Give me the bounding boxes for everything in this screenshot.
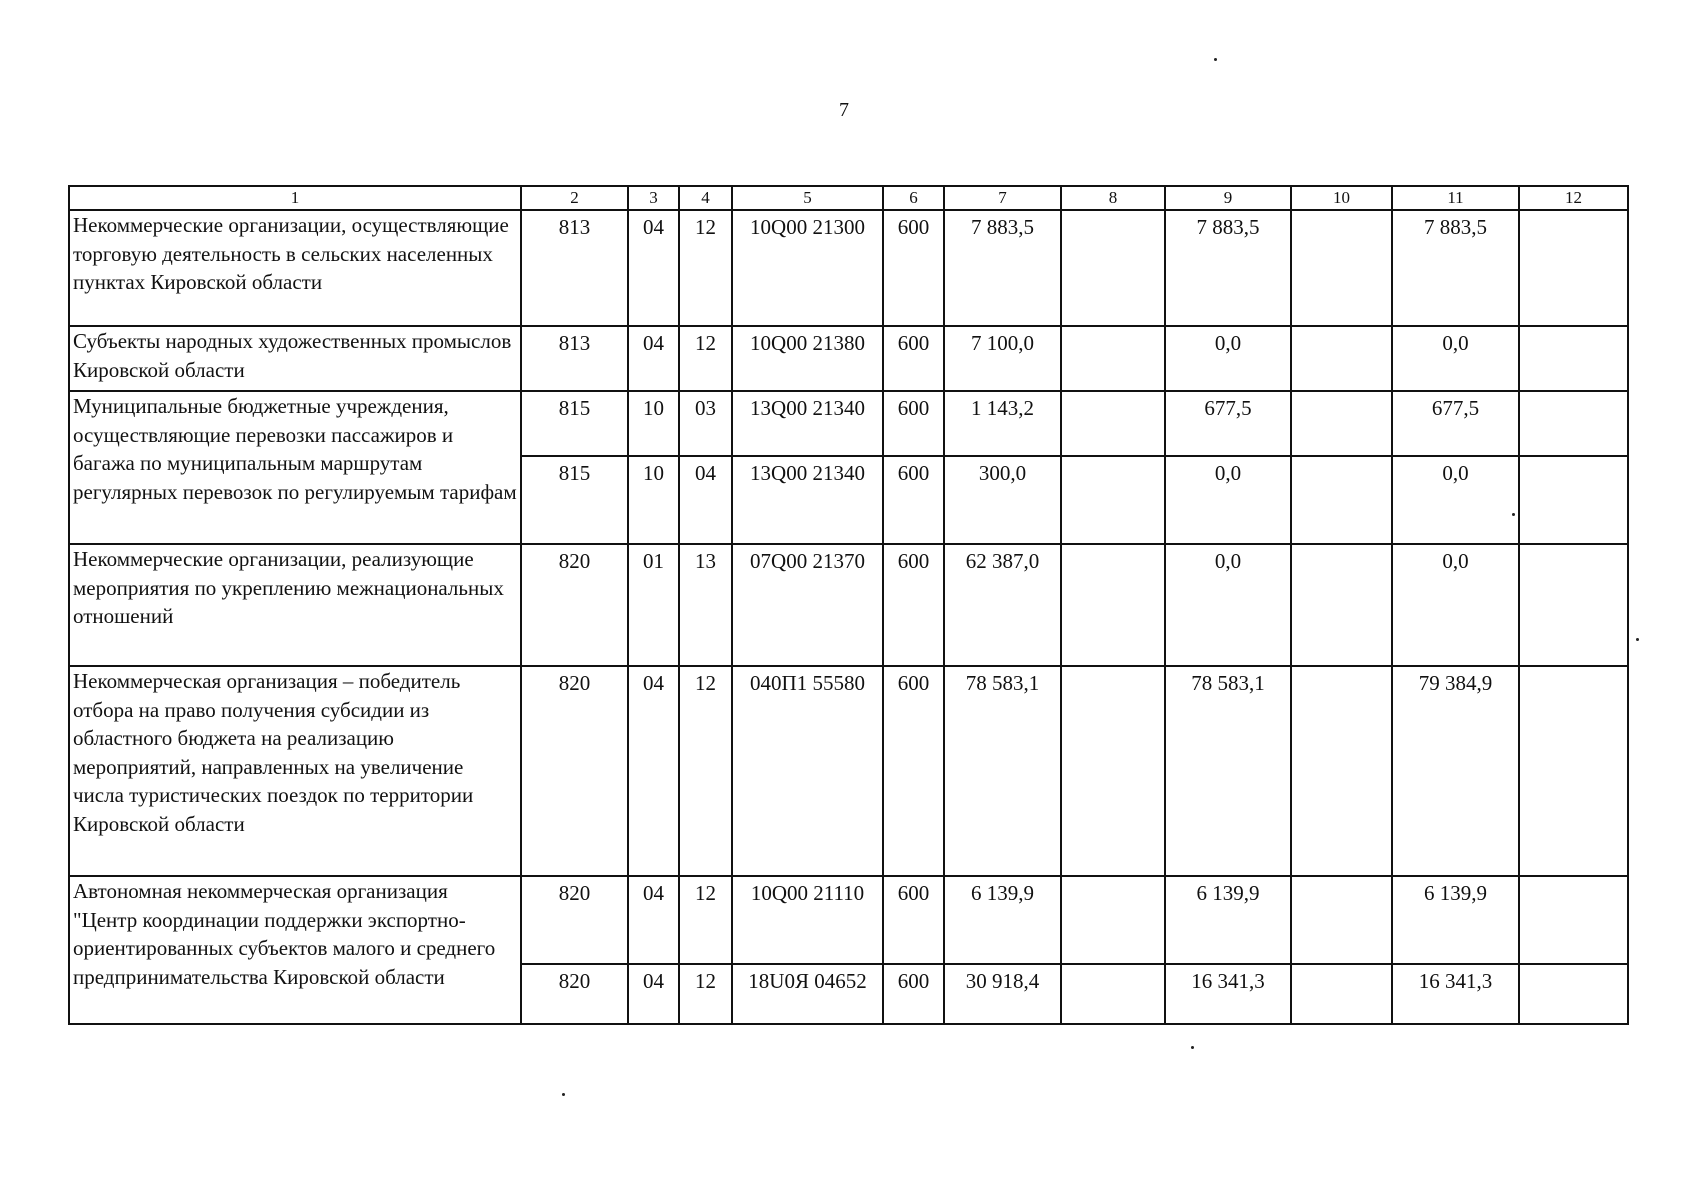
table-cell bbox=[1061, 544, 1165, 666]
column-number-7: 7 bbox=[944, 186, 1061, 210]
scan-speck bbox=[562, 1093, 565, 1096]
table-cell: 16 341,3 bbox=[1392, 964, 1519, 1024]
table-cell bbox=[1061, 666, 1165, 876]
column-number-1: 1 bbox=[69, 186, 521, 210]
table-cell: 10 bbox=[628, 391, 679, 456]
table-cell: 12 bbox=[679, 210, 732, 326]
table-cell bbox=[1291, 210, 1392, 326]
table-cell: 78 583,1 bbox=[1165, 666, 1291, 876]
organization-name: Некоммерческие организации, реализующие мероприятия по укреплению межнациональных отношений bbox=[69, 544, 521, 666]
column-number-8: 8 bbox=[1061, 186, 1165, 210]
scan-speck bbox=[1191, 1046, 1194, 1049]
table-cell bbox=[1061, 210, 1165, 326]
table-cell: 600 bbox=[883, 326, 944, 391]
organization-name: Субъекты народных художественных промыслов Кировской области bbox=[69, 326, 521, 391]
table-cell bbox=[1061, 876, 1165, 964]
table-cell bbox=[1291, 666, 1392, 876]
table-row bbox=[69, 326, 1628, 391]
budget-table bbox=[68, 185, 1629, 1025]
table-cell bbox=[1291, 964, 1392, 1024]
table-cell: 820 bbox=[521, 666, 628, 876]
table-cell: 677,5 bbox=[1392, 391, 1519, 456]
table-cell bbox=[1291, 544, 1392, 666]
table-cell: 600 bbox=[883, 210, 944, 326]
table-cell bbox=[1291, 876, 1392, 964]
table-cell: 13Q00 21340 bbox=[732, 456, 883, 544]
table-cell bbox=[1519, 544, 1628, 666]
table-cell: 03 bbox=[679, 391, 732, 456]
table-cell: 10Q00 21110 bbox=[732, 876, 883, 964]
table-cell: 040П1 55580 bbox=[732, 666, 883, 876]
table-cell: 30 918,4 bbox=[944, 964, 1061, 1024]
table-cell: 04 bbox=[628, 326, 679, 391]
table-cell bbox=[1061, 391, 1165, 456]
scan-speck bbox=[1636, 638, 1639, 641]
table-cell: 12 bbox=[679, 964, 732, 1024]
table-cell: 600 bbox=[883, 456, 944, 544]
table-cell: 04 bbox=[628, 964, 679, 1024]
table-cell: 04 bbox=[628, 210, 679, 326]
table-cell: 7 883,5 bbox=[1392, 210, 1519, 326]
table-cell: 1 143,2 bbox=[944, 391, 1061, 456]
table-cell: 815 bbox=[521, 456, 628, 544]
column-number-2: 2 bbox=[521, 186, 628, 210]
table-cell bbox=[1519, 876, 1628, 964]
table-cell bbox=[1291, 391, 1392, 456]
table-cell: 10Q00 21380 bbox=[732, 326, 883, 391]
table-cell bbox=[1519, 666, 1628, 876]
table-cell: 0,0 bbox=[1165, 544, 1291, 666]
table-cell bbox=[1519, 964, 1628, 1024]
table-cell: 813 bbox=[521, 326, 628, 391]
table-cell: 0,0 bbox=[1165, 326, 1291, 391]
table-cell bbox=[1291, 326, 1392, 391]
column-number-11: 11 bbox=[1392, 186, 1519, 210]
table-cell: 10 bbox=[628, 456, 679, 544]
table-cell bbox=[1519, 210, 1628, 326]
table-cell: 815 bbox=[521, 391, 628, 456]
column-number-3: 3 bbox=[628, 186, 679, 210]
table-cell: 04 bbox=[679, 456, 732, 544]
table-cell: 600 bbox=[883, 666, 944, 876]
table-cell: 820 bbox=[521, 544, 628, 666]
page-number: 7 bbox=[839, 99, 849, 121]
table-cell: 04 bbox=[628, 876, 679, 964]
column-number-6: 6 bbox=[883, 186, 944, 210]
table-cell: 01 bbox=[628, 544, 679, 666]
table-cell: 677,5 bbox=[1165, 391, 1291, 456]
table-cell: 820 bbox=[521, 964, 628, 1024]
table-cell: 07Q00 21370 bbox=[732, 544, 883, 666]
table-cell: 79 384,9 bbox=[1392, 666, 1519, 876]
table-cell: 78 583,1 bbox=[944, 666, 1061, 876]
table-cell: 13 bbox=[679, 544, 732, 666]
column-number-9: 9 bbox=[1165, 186, 1291, 210]
organization-name: Автономная некоммерческая организация "Центр координации поддержки экспортно-ориентированных субъектов малого и среднего предпринимательства Кировской области bbox=[69, 876, 521, 1024]
table-cell: 12 bbox=[679, 876, 732, 964]
organization-name: Некоммерческая организация – победитель отбора на право получения субсидии из областного бюджета на реализацию мероприятий, направленных на увеличение числа туристических поездок по территории Кировской области bbox=[69, 666, 521, 876]
column-number-5: 5 bbox=[732, 186, 883, 210]
table-cell: 600 bbox=[883, 391, 944, 456]
table-cell: 12 bbox=[679, 666, 732, 876]
table-cell: 7 100,0 bbox=[944, 326, 1061, 391]
table-cell: 62 387,0 bbox=[944, 544, 1061, 666]
table-row bbox=[69, 210, 1628, 326]
table-row bbox=[69, 666, 1628, 876]
table-cell bbox=[1061, 456, 1165, 544]
table-cell: 10Q00 21300 bbox=[732, 210, 883, 326]
table-cell bbox=[1519, 391, 1628, 456]
table-cell bbox=[1519, 326, 1628, 391]
organization-name: Некоммерческие организации, осуществляющие торговую деятельность в сельских населенных пунктах Кировской области bbox=[69, 210, 521, 326]
table-cell: 0,0 bbox=[1392, 544, 1519, 666]
table-cell: 600 bbox=[883, 964, 944, 1024]
table-header-row bbox=[69, 186, 1628, 210]
table-cell: 04 bbox=[628, 666, 679, 876]
table-cell bbox=[1061, 964, 1165, 1024]
table-cell: 12 bbox=[679, 326, 732, 391]
table-cell bbox=[1519, 456, 1628, 544]
table-cell: 600 bbox=[883, 876, 944, 964]
table-cell: 0,0 bbox=[1392, 456, 1519, 544]
table-cell: 300,0 bbox=[944, 456, 1061, 544]
table-cell: 16 341,3 bbox=[1165, 964, 1291, 1024]
table-cell: 0,0 bbox=[1392, 326, 1519, 391]
table-cell: 6 139,9 bbox=[1165, 876, 1291, 964]
scan-speck bbox=[1512, 513, 1515, 516]
table-cell bbox=[1061, 326, 1165, 391]
table-cell: 820 bbox=[521, 876, 628, 964]
column-number-10: 10 bbox=[1291, 186, 1392, 210]
table-row bbox=[69, 544, 1628, 666]
table-cell: 6 139,9 bbox=[1392, 876, 1519, 964]
table-cell: 0,0 bbox=[1165, 456, 1291, 544]
table-cell: 600 bbox=[883, 544, 944, 666]
table-cell: 813 bbox=[521, 210, 628, 326]
table-cell: 13Q00 21340 bbox=[732, 391, 883, 456]
table-row bbox=[69, 391, 1628, 456]
column-number-4: 4 bbox=[679, 186, 732, 210]
table-row bbox=[69, 876, 1628, 964]
table-cell: 6 139,9 bbox=[944, 876, 1061, 964]
scan-speck bbox=[1214, 58, 1217, 61]
column-number-12: 12 bbox=[1519, 186, 1628, 210]
table-cell: 7 883,5 bbox=[944, 210, 1061, 326]
table-cell: 18U0Я 04652 bbox=[732, 964, 883, 1024]
table-cell bbox=[1291, 456, 1392, 544]
organization-name: Муниципальные бюджетные учреждения, осуществляющие перевозки пассажиров и багажа по муниципальным маршрутам регулярных перевозок по регулируемым тарифам bbox=[69, 391, 521, 544]
table-cell: 7 883,5 bbox=[1165, 210, 1291, 326]
